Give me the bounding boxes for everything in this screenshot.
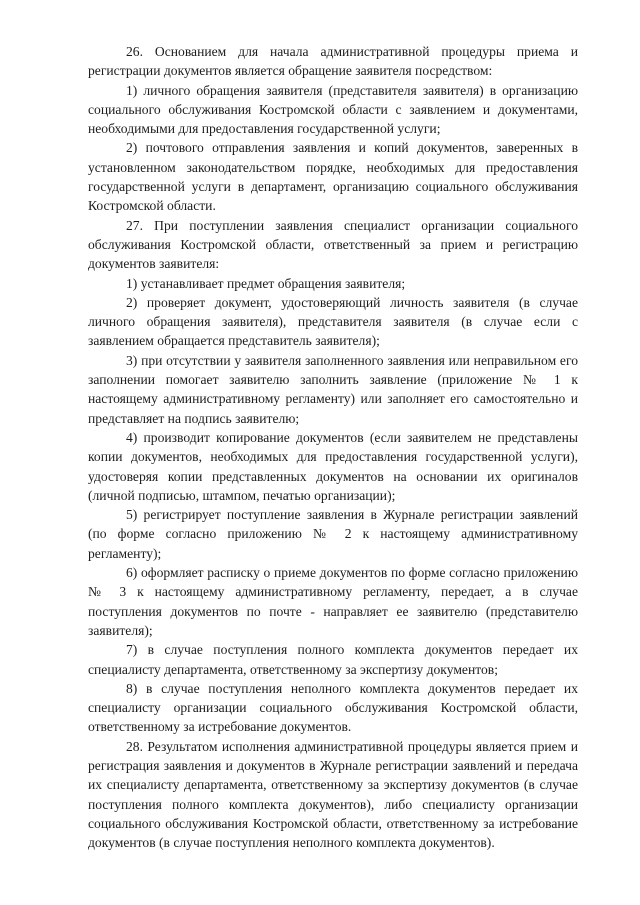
list-item-27-3: 3) при отсутствии у заявителя заполненного заявления или неправильном его заполнении помогает заявителю заполнить заявление (приложение № 1 к настоящему административному регламенту) или заполняет его самостоятельно и представляет на подпись заявителю; [88,352,578,426]
paragraph-26: 26. Основанием для начала административной процедуры приема и регистрации документов является обращение заявителя посредством: [88,44,578,79]
document-page [88,42,578,852]
list-item-27-2: 2) проверяет документ, удостоверяющий личность заявителя (в случае личного обращения заявителя), представителя заявителя (в случае если с заявлением обращается представитель заявителя); [88,294,578,349]
list-item-27-1: 1) устанавливает предмет обращения заявителя; [126,275,406,291]
list-item-26-1: 1) личного обращения заявителя (представителя заявителя) в организацию социального обслуживания Костромской области с заявлением и документами, необходимыми для предоставления государственной услуги; [88,82,578,137]
paragraph-27: 27. При поступлении заявления специалист организации социального обслуживания Костромской области, ответственный за прием и регистрацию документов заявителя: [88,217,578,272]
list-item-27-6: 6) оформляет расписку о приеме документов по форме согласно приложению № 3 к настоящему административному регламенту, передает, а в случае поступления документов по почте - направляет ее заявителю (представителю заявителя); [88,565,578,638]
list-item-27-4: 4) производит копирование документов (если заявителем не представлены копии документов, необходимых для предоставления государственной услуги), удостоверяя копии представленных документов на основании их оригиналов (личной подписью, штампом, печатью организации); [88,429,578,503]
list-item-27-8: 8) в случае поступления неполного комплекта документов передает их специалисту организации социального обслуживания Костромской области, ответственному за истребование документов. [88,680,578,735]
list-item-26-2: 2) почтового отправления заявления и копий документов, заверенных в установленном законодательством порядке, необходимых для предоставления государственной услуги в департамент, организацию социального обслуживания Костромской области. [88,140,578,214]
list-item-27-5: 5) регистрирует поступление заявления в Журнале регистрации заявлений (по форме согласно приложению № 2 к настоящему административному регламенту); [88,507,578,561]
list-item-27-7: 7) в случае поступления полного комплекта документов передает их специалисту департамента, ответственному за экспертизу документов; [88,642,578,677]
paragraph-28: 28. Результатом исполнения административной процедуры является прием и регистрация заявления и документов в Журнале регистрации заявлений и передача их специалисту департамента, ответственному за экспертизу документов (в случае поступления полного комплекта документов), либо специалисту организации социального обслуживания Костромской области, ответственному за истребование документов (в случае поступления неполного комплекта документов). [88,738,578,851]
